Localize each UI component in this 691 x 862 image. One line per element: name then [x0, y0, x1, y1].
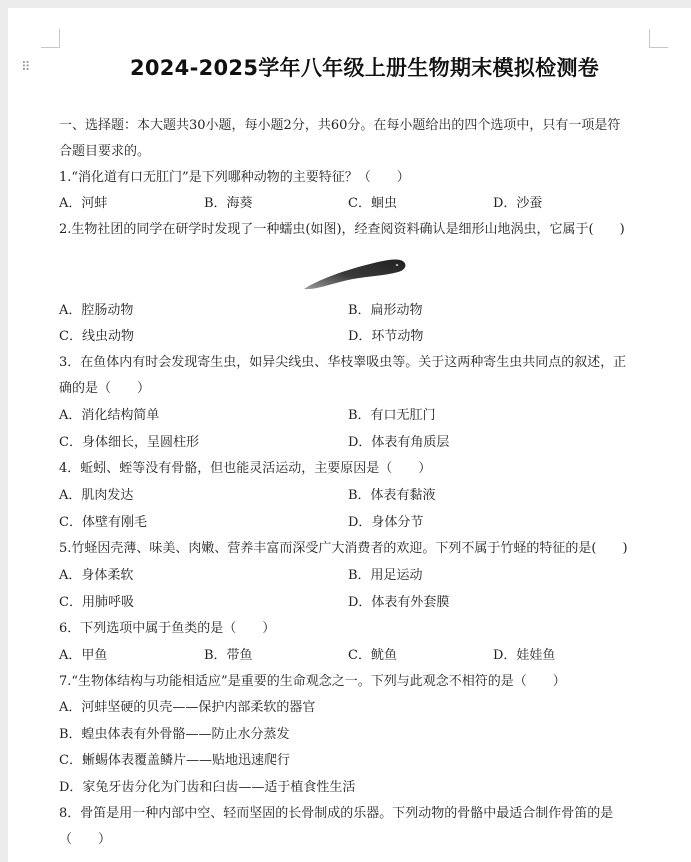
question-4-stem: 4．蚯蚓、蛭等没有骨骼，但也能灵活运动，主要原因是（ ） [59, 461, 432, 476]
question-3-option-c: C．身体细长，呈圆柱形 [59, 435, 199, 450]
question-4-option-a: A．肌肉发达 [59, 488, 134, 503]
exam-title: 2024-2025学年八年级上册生物期末模拟检测卷 [129, 56, 600, 80]
question-7-option-c: C．蜥蜴体表覆盖鳞片——贴地迅速爬行 [59, 753, 290, 768]
question-7-option-b: B．蝗虫体表有外骨骼——防止水分蒸发 [59, 727, 290, 742]
question-6-stem: 6．下列选项中属于鱼类的是（ ） [59, 621, 276, 636]
question-3-stem: 3．在鱼体内有时会发现寄生虫，如异尖线虫、华枝睾吸虫等。关于这两种寄生虫共同点的叙述，正 [59, 355, 627, 370]
question-4-option-d: D．身体分节 [348, 515, 424, 530]
question-1-option-b: B．海葵 [204, 196, 253, 211]
question-2-option-b: B．扁形动物 [348, 303, 423, 318]
question-1-option-a: A．河蚌 [59, 196, 108, 211]
question-3-stem-cont: 确的是（ ） [59, 381, 151, 396]
question-2-stem: 2.生物社团的同学在研学时发现了一种蠕虫(如图)，经查阅资料确认是细形山地涡虫，它属于( ) [59, 222, 625, 237]
question-7-stem: 7.“生物体结构与功能相适应”是重要的生命观念之一。下列与此观念不相符的是（ ） [59, 674, 566, 689]
question-1-stem: 1.“消化道有口无肛门”是下列哪种动物的主要特征？（ ） [59, 170, 410, 185]
document-page [8, 8, 691, 862]
question-2-option-c: C．线虫动物 [59, 329, 134, 344]
question-5-option-d: D．体表有外套膜 [348, 595, 450, 610]
question-7-option-d: D．家兔牙齿分化为门齿和臼齿——适于植食性生活 [59, 780, 356, 795]
drag-handle-icon[interactable]: ⠿ [21, 60, 31, 75]
question-4-option-b: B．体表有黏液 [348, 488, 436, 503]
question-6-option-a: A．甲鱼 [59, 648, 108, 663]
question-1-option-c: C．蛔虫 [348, 196, 397, 211]
crop-mark-top-right [649, 29, 668, 48]
question-5-option-c: C．用肺呼吸 [59, 595, 134, 610]
question-3-option-b: B．有口无肛门 [348, 408, 436, 423]
question-5-stem: 5.竹蛏因壳薄、味美、肉嫩、营养丰富而深受广大消费者的欢迎。下列不属于竹蛏的特征的是( ) [59, 541, 628, 556]
question-6-option-c: C．鱿鱼 [348, 648, 397, 663]
question-8-stem: 8．骨笛是用一种内部中空、轻而坚固的长骨制成的乐器。下列动物的骨骼中最适合制作骨笛的是 [59, 806, 614, 821]
flatworm-figure [300, 254, 410, 294]
section-instructions: 一、选择题：本大题共30小题，每小题2分，共60分。在每小题给出的四个选项中，只有一项是符 [59, 118, 621, 133]
question-5-option-b: B．用足运动 [348, 568, 423, 583]
question-3-option-a: A．消化结构简单 [59, 408, 160, 423]
question-5-option-a: A．身体柔软 [59, 568, 134, 583]
crop-mark-top-left [41, 29, 60, 48]
question-3-option-d: D．体表有角质层 [348, 435, 450, 450]
section-instructions-cont: 合题目要求的。 [59, 144, 151, 159]
question-4-option-c: C．体壁有刚毛 [59, 515, 147, 530]
question-8-stem-cont: （ ） [59, 832, 112, 847]
question-7-option-a: A．河蚌坚硬的贝壳——保护内部柔软的器官 [59, 700, 316, 715]
question-2-option-d: D．环节动物 [348, 329, 424, 344]
question-6-option-d: D．娃娃鱼 [493, 648, 556, 663]
question-6-option-b: B．带鱼 [204, 648, 253, 663]
question-1-option-d: D．沙蚕 [493, 196, 543, 211]
question-2-option-a: A．腔肠动物 [59, 303, 134, 318]
